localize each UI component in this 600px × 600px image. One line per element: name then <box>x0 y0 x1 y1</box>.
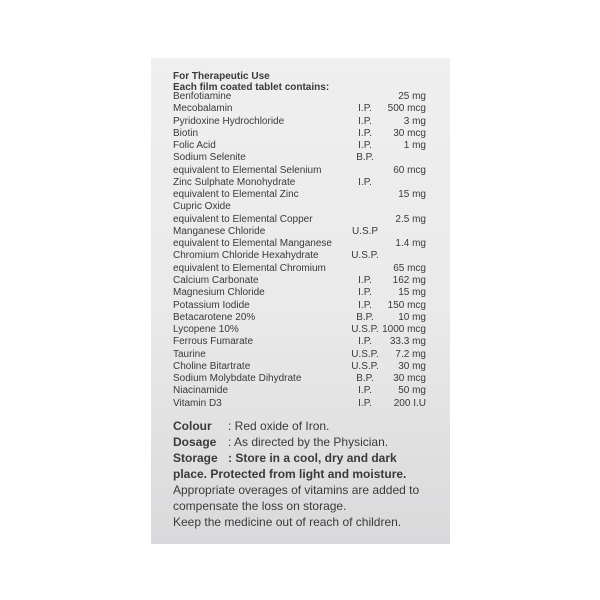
ingredient-standard: B.P. <box>356 311 374 323</box>
ingredient-standard: B.P. <box>356 373 374 385</box>
children-warning: Keep the medicine out of reach of children. <box>173 515 402 529</box>
ingredient-amount: 15 mg <box>398 189 426 201</box>
ingredient-standard: B.P. <box>356 152 374 164</box>
ingredient-name: equivalent to Elemental Copper <box>173 213 313 225</box>
dosage-value: : As directed by the Physician. <box>228 435 389 449</box>
colour-label: Colour <box>173 419 212 433</box>
storage-value: : Store in a cool, dry and dark <box>228 451 397 465</box>
colour-line <box>173 418 329 434</box>
ingredient-name: Choline Bitartrate <box>173 360 251 372</box>
ingredient-amount: 150 mcg <box>387 299 426 311</box>
ingredient-amount: 200 I.U <box>393 397 426 409</box>
ingredient-row <box>173 398 443 410</box>
ingredient-amount: 33.3 mg <box>389 336 426 348</box>
ingredient-row <box>173 263 443 275</box>
ingredient-name: Zinc Sulphate Monohydrate <box>173 176 296 188</box>
ingredient-amount: 500 mcg <box>387 103 426 115</box>
ingredient-name: Biotin <box>173 127 199 139</box>
ingredient-name: Folic Acid <box>173 140 216 152</box>
ingredient-amount: 60 mcg <box>393 164 426 176</box>
ingredient-amount: 30 mg <box>398 360 426 372</box>
ingredient-name: equivalent to Elemental Manganese <box>173 238 332 250</box>
ingredient-amount: 10 mg <box>398 311 426 323</box>
storage-line <box>173 450 397 466</box>
ingredient-standard: U.S.P. <box>351 324 379 336</box>
ingredient-amount: 3 mg <box>403 115 426 127</box>
ingredient-standard: U.S.P. <box>351 360 379 372</box>
ingredient-row <box>173 336 443 348</box>
ingredient-row <box>173 165 443 177</box>
ingredient-name: Mecobalamin <box>173 103 233 115</box>
ingredient-name: Vitamin D3 <box>173 397 222 409</box>
ingredient-row <box>173 140 443 152</box>
overage-line-2: compensate the loss on storage. <box>173 499 347 513</box>
ingredient-name: Ferrous Fumarate <box>173 336 254 348</box>
ingredient-row <box>173 300 443 312</box>
ingredient-row <box>173 385 443 397</box>
ingredient-row <box>173 189 443 201</box>
ingredient-amount: 1.4 mg <box>395 238 426 250</box>
ingredient-list <box>173 91 443 410</box>
ingredient-amount: 30 mcg <box>393 373 426 385</box>
ingredient-standard: U.S.P. <box>351 250 379 262</box>
ingredient-name: Sodium Molybdate Dihydrate <box>173 373 302 385</box>
therapeutic-use-heading: For Therapeutic Use <box>173 71 270 82</box>
ingredient-name: Cupric Oxide <box>173 201 231 213</box>
dosage-label: Dosage <box>173 435 217 449</box>
ingredient-row <box>173 287 443 299</box>
ingredient-standard: I.P. <box>358 336 372 348</box>
ingredient-name: Niacinamide <box>173 385 229 397</box>
composition-heading: Each film coated tablet contains: <box>173 82 330 93</box>
ingredient-row <box>173 238 443 250</box>
ingredient-amount: 7.2 mg <box>395 348 426 360</box>
dosage-line <box>173 434 388 450</box>
ingredient-standard: I.P. <box>358 385 372 397</box>
ingredient-standard: U.S.P <box>351 225 379 237</box>
ingredient-amount: 2.5 mg <box>395 213 426 225</box>
ingredient-row <box>173 91 443 103</box>
ingredient-standard: I.P. <box>358 115 372 127</box>
ingredient-name: Potassium Iodide <box>173 299 250 311</box>
ingredient-standard: I.P. <box>358 287 372 299</box>
storage-line-2: place. Protected from light and moisture. <box>173 467 407 481</box>
ingredient-standard: I.P. <box>358 176 372 188</box>
ingredient-row <box>173 152 443 164</box>
ingredient-row <box>173 214 443 226</box>
ingredient-standard: I.P. <box>358 127 372 139</box>
medicine-label-panel <box>151 58 450 544</box>
ingredient-row <box>173 275 443 287</box>
ingredient-amount: 1000 mcg <box>382 324 426 336</box>
ingredient-name: Lycopene 10% <box>173 324 239 336</box>
ingredient-amount: 1 mg <box>403 140 426 152</box>
ingredient-name: Betacarotene 20% <box>173 311 256 323</box>
ingredient-row <box>173 226 443 238</box>
ingredient-name: Chromium Chloride Hexahydrate <box>173 250 319 262</box>
ingredient-row <box>173 250 443 262</box>
ingredient-name: Magnesium Chloride <box>173 287 265 299</box>
ingredient-standard: U.S.P. <box>351 348 379 360</box>
ingredient-name: Calcium Carbonate <box>173 274 259 286</box>
ingredient-row <box>173 349 443 361</box>
ingredient-name: equivalent to Elemental Chromium <box>173 262 326 274</box>
ingredient-standard: I.P. <box>358 140 372 152</box>
ingredient-name: Taurine <box>173 348 206 360</box>
ingredient-row <box>173 103 443 115</box>
ingredient-row <box>173 312 443 324</box>
ingredient-name: Sodium Selenite <box>173 152 246 164</box>
ingredient-amount: 162 mg <box>392 274 426 286</box>
ingredient-amount: 30 mcg <box>393 127 426 139</box>
ingredient-row <box>173 201 443 213</box>
ingredient-name: Manganese Chloride <box>173 225 266 237</box>
storage-label: Storage <box>173 451 218 465</box>
ingredient-amount: 15 mg <box>398 287 426 299</box>
ingredient-row <box>173 373 443 385</box>
ingredient-name: Pyridoxine Hydrochloride <box>173 115 285 127</box>
ingredient-standard: I.P. <box>358 299 372 311</box>
ingredient-row <box>173 116 443 128</box>
ingredient-standard: I.P. <box>358 103 372 115</box>
ingredient-name: equivalent to Elemental Zinc <box>173 189 299 201</box>
ingredient-amount: 50 mg <box>398 385 426 397</box>
overage-line-1: Appropriate overages of vitamins are added to <box>173 483 420 497</box>
ingredient-standard: I.P. <box>358 274 372 286</box>
ingredient-row <box>173 361 443 373</box>
ingredient-name: Benfotiamine <box>173 91 232 102</box>
ingredient-amount: 25 mg <box>398 91 426 102</box>
ingredient-amount: 65 mcg <box>393 262 426 274</box>
colour-value: : Red oxide of Iron. <box>228 419 330 433</box>
ingredient-name: equivalent to Elemental Selenium <box>173 164 322 176</box>
ingredient-row <box>173 324 443 336</box>
ingredient-standard: I.P. <box>358 397 372 409</box>
ingredient-row <box>173 128 443 140</box>
ingredient-row <box>173 177 443 189</box>
